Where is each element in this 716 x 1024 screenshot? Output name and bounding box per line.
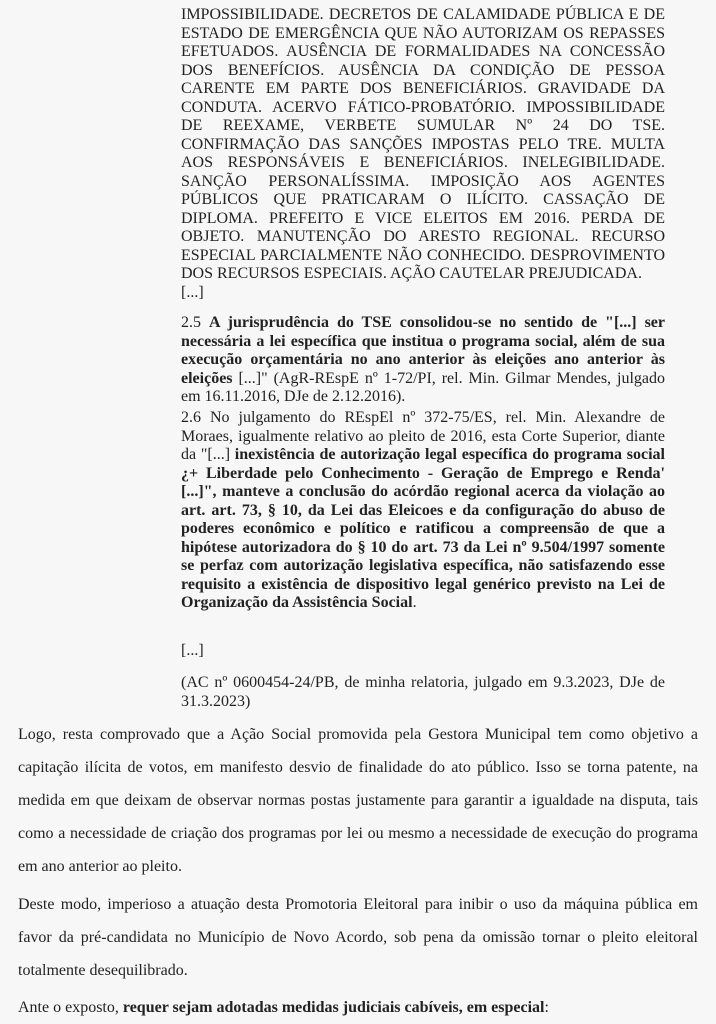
quote-item-2-5	[181, 314, 665, 407]
item-citation: [...]" (AgR-REspE nº 1-72/PI, rel. Min. Gilmar Mendes, julgado em 16.11.2016, DJe de 2.12.2016).	[181, 369, 665, 405]
paragraph-intro: Ante o exposto,	[18, 999, 123, 1016]
body-paragraph-3	[18, 991, 698, 1024]
body-paragraph-2: Deste modo, imperioso a atuação desta Promotoria Eleitoral para inibir o uso da máquina pública em favor da pré-candidata no Município de Novo Acordo, sob pena da omissão tornar o pleito eleitoral totalmente desequilibrado.	[18, 896, 698, 979]
quote-citation: (AC nº 0600454-24/PB, de minha relatoria, julgado em 9.3.2023, DJe de 31.3.2023)	[181, 674, 665, 710]
quote-item-2-6	[181, 409, 665, 613]
paragraph-bold-request: requer sejam adotadas medidas judiciais cabíveis, em especial	[122, 999, 545, 1016]
body-paragraph-1: Logo, resta comprovado que a Ação Social promovida pela Gestora Municipal tem como objetivo a capitação ilícita de votos, em manifesto desvio de finalidade do ato público. Isso se torna patente, na medida em que deixam de observar normas postas justamente para garantir a igualdade na disputa, tais como a necessidade de criação dos programas por lei ou mesmo a necessidade de execução do programa em ano anterior ao pleito.	[18, 726, 698, 875]
item-bold-text: inexistência de autorização legal específica do programa social ¿+ Liberdade pelo Conhecimento - Geração de Emprego e Renda' [...]", manteve a conclusão do acórdão regional acerca da violação ao art. art. 73, § 10, da Lei das Eleicoes e da configuração do abuso de poderes econômico e político e ratificou a compreensão de que a hipótese autorizadora do § 10 do art. 73 da Lei nº 9.504/1997 somente se perfaz com autorização legislativa específica, não satisfazendo esse requisito a existência de dispositivo legal genérico previsto na Lei de Organização da Assistência Social	[181, 446, 666, 611]
item-number: 2.5	[181, 314, 209, 331]
item-intro: 2.6 No julgamento do REspEl nº 372-75/ES, rel. Min. Alexandre de Moraes, igualmente relativo ao pleito de 2016, esta Corte Superior, diante da "[...]	[181, 409, 665, 463]
quoted-ementa: IMPOSSIBILIDADE. DECRETOS DE CALAMIDADE PÚBLICA E DE ESTADO DE EMERGÊNCIA QUE NÃO AUTORIZAM OS REPASSES EFETUADOS. AUSÊNCIA DE FORMALIDADES NA CONCESSÃO DOS BENEFÍCIOS. AUSÊNCIA DA CONDIÇÃO DE PESSOA CARENTE EM PARTE DOS BENEFICIÁRIOS. GRAVIDADE DA CONDUTA. ACERVO FÁTICO-PROBATÓRIO. IMPOSSIBILIDADE DE REEXAME, VERBETE SUMULAR Nº 24 DO TSE. CONFIRMAÇÃO DAS SANÇÕES IMPOSTAS PELO TRE. MULTA AOS RESPONSÁVEIS E BENEFICIÁRIOS. INELEGIBILIDADE. SANÇÃO PERSONALÍSSIMA. IMPOSIÇÃO AOS AGENTES PÚBLICOS QUE PRATICARAM O ILÍCITO. CASSAÇÃO DE DIPLOMA. PREFEITO E VICE ELEITOS EM 2016. PERDA DE OBJETO. MANUTENÇÃO DO ARESTO REGIONAL. RECURSO ESPECIAL PARCIALMENTE NÃO CONHECIDO. DESPROVIMENTO DOS RECURSOS ESPECIAIS. AÇÃO CAUTELAR PREJUDICADA.	[181, 6, 665, 282]
quote-ellipsis: [...]	[181, 284, 204, 301]
item-bold-text: A jurisprudência do TSE consolidou-se no sentido de "[...] ser necessária a lei específica que institua o programa social, além de sua execução orçamentária no ano anterior às eleições ano anterior às eleições	[181, 314, 666, 387]
quote-ellipsis: [...]	[181, 642, 204, 659]
item-end: .	[412, 594, 417, 611]
paragraph-end: :	[544, 999, 549, 1016]
